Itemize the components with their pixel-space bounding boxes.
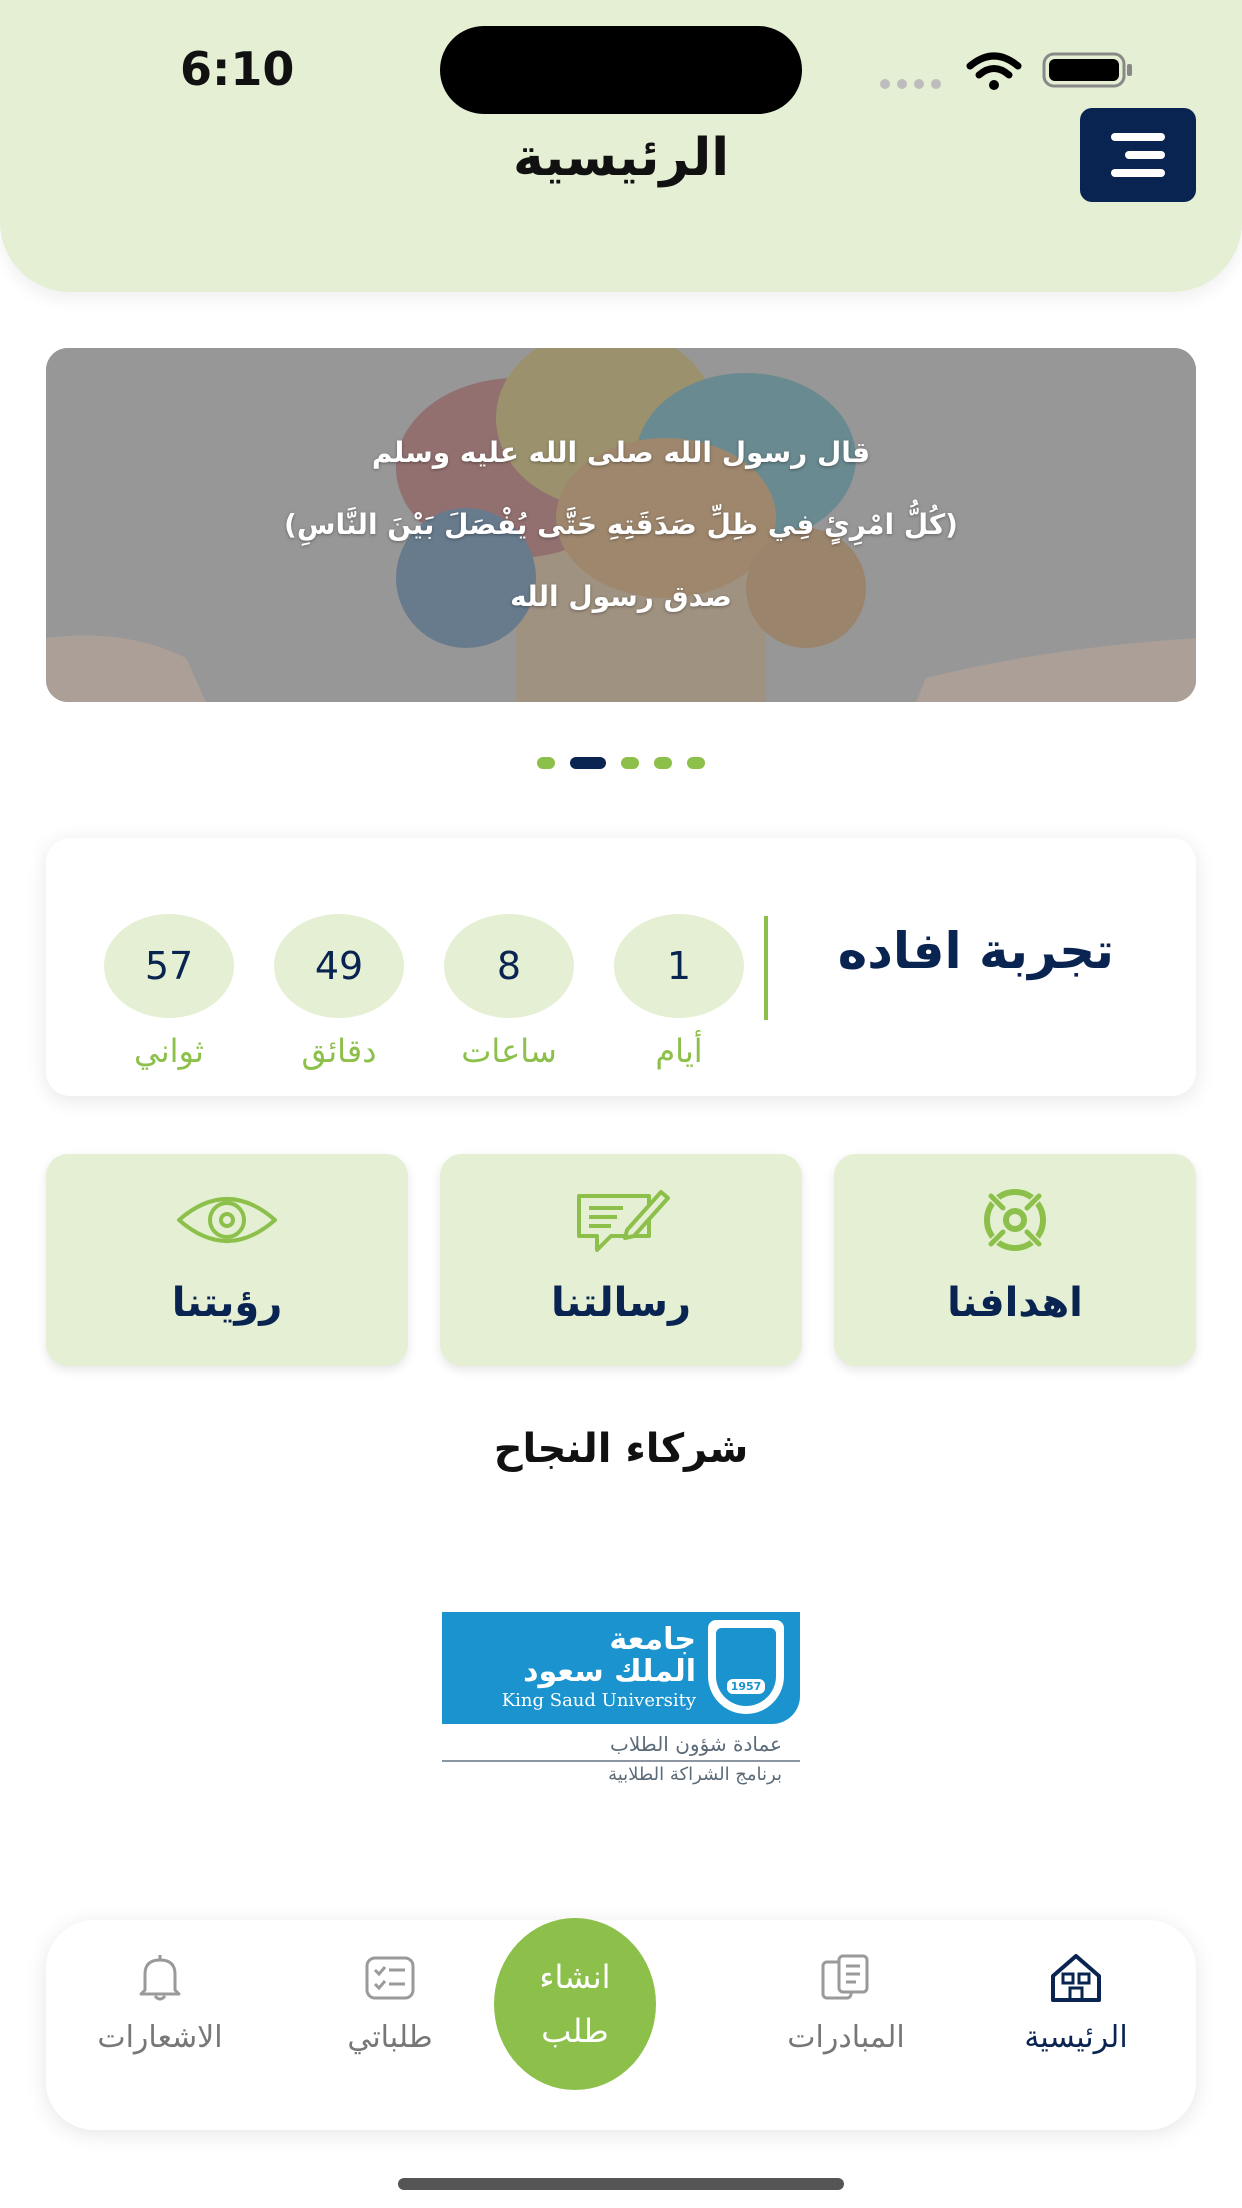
menu-bar-icon [1111,169,1165,177]
message-label: رسالتنا [550,1280,692,1326]
banner-line-2: (كُلُّ امْرِئٍ فِي ظِلِّ صَدَقَتِهِ حَتَّى يُفْصَلَ بَيْنَ النَّاسِ) [284,508,958,541]
dynamic-island [440,26,802,114]
ksu-program: برنامج الشراكة الطلابية [608,1764,782,1785]
create-request-label-2: طلب [541,2012,609,2050]
minutes-value: 49 [274,914,404,1018]
nav-item-notifications[interactable] [60,1952,260,2055]
bell-icon [133,1952,187,2004]
wifi-icon [966,52,1022,92]
ksu-divider [442,1760,800,1762]
minutes-label: دقائق [301,1032,377,1070]
menu-bar-icon [1111,133,1165,141]
ksu-year: 1957 [727,1679,766,1694]
goals-label: اهدافنا [947,1280,1083,1326]
carousel-dot[interactable] [687,757,705,769]
eye-icon [177,1186,277,1254]
cellular-signal-icon [880,74,948,93]
palm-emblem-icon [708,1620,784,1714]
menu-button[interactable] [1080,108,1196,202]
ksu-name-ar-2: الملك سعود [523,1654,696,1689]
nav-item-my-requests[interactable] [290,1952,490,2055]
nav-label-home: الرئيسية [1024,2020,1128,2055]
home-icon [1049,1952,1103,2004]
hours-value: 8 [444,914,574,1018]
hours-label: ساعات [461,1032,557,1070]
carousel-dot[interactable] [654,757,672,769]
vision-tile[interactable] [46,1154,408,1366]
nav-label-notifications: الاشعارات [97,2020,223,2055]
carousel-dot-active[interactable] [570,757,606,769]
countdown-seconds [104,914,234,1070]
banner-slide[interactable] [46,348,1196,702]
seconds-value: 57 [104,914,234,1018]
goals-tile[interactable] [834,1154,1196,1366]
banner-line-1: قال رسول الله صلى الله عليه وسلم [371,436,871,469]
days-label: أيام [655,1032,703,1070]
carousel-dot[interactable] [537,757,555,769]
countdown-card [46,838,1196,1096]
countdown-title: تجربة افاده [837,922,1114,980]
nav-label-my-requests: طلباتي [347,2020,433,2055]
nav-label-initiatives: المبادرات [787,2020,905,2055]
nav-item-initiatives[interactable] [746,1952,946,2055]
target-icon [965,1186,1065,1254]
ksu-logo-banner [442,1612,800,1724]
carousel-dot[interactable] [621,757,639,769]
nav-item-home[interactable] [976,1952,1176,2055]
vision-label: رؤيتنا [171,1280,283,1326]
countdown-hours [444,914,574,1070]
days-value: 1 [614,914,744,1018]
ksu-name-ar-1: جامعة [609,1622,696,1657]
menu-bar-icon [1125,151,1165,159]
ksu-logo[interactable] [442,1612,800,1786]
banner-line-3: صدق رسول الله [510,580,732,613]
countdown-days [614,914,744,1070]
partners-title: شركاء النجاح [493,1426,749,1472]
create-request-label-1: انشاء [539,1958,611,1996]
seconds-label: ثواني [134,1032,204,1070]
documents-icon [819,1952,873,2004]
message-tile[interactable] [440,1154,802,1366]
battery-icon [1042,52,1134,88]
page-title: الرئيسية [512,128,730,188]
message-pen-icon [571,1186,671,1254]
checklist-icon [363,1952,417,2004]
ksu-deanship: عمادة شؤون الطلاب [610,1732,782,1756]
home-indicator[interactable] [398,2178,844,2190]
carousel-indicator [0,752,1242,771]
app-header [0,0,1242,292]
status-time: 6:10 [180,42,295,96]
countdown-minutes [274,914,404,1070]
create-request-button[interactable] [494,1918,656,2090]
countdown-divider [764,916,768,1020]
ksu-name-en: King Saud University [501,1690,696,1711]
